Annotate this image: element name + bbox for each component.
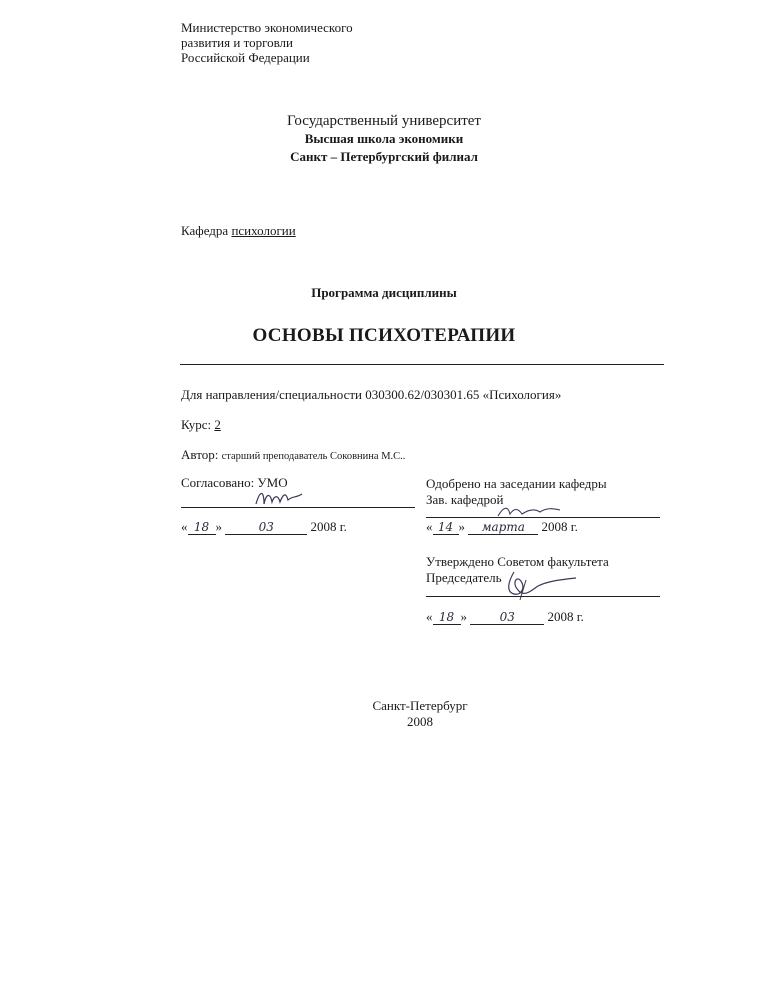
agreed-close-quote: »	[215, 519, 222, 534]
approved-dept-year: 2008 г.	[541, 519, 578, 534]
ministry-line-2: развития и торговли	[181, 35, 294, 50]
agreed-date	[181, 520, 347, 535]
department-prefix: Кафедра	[181, 223, 232, 238]
approved-council-year: 2008 г.	[547, 609, 584, 624]
approved-dept-line-1: Одобрено на заседании кафедры	[426, 476, 607, 491]
footer-city: Санкт-Петербург	[372, 698, 468, 713]
course-title: ОСНОВЫ ПСИХОТЕРАПИИ	[252, 325, 516, 346]
ministry-header	[181, 20, 353, 65]
course-line	[181, 418, 221, 433]
approved-council-date	[426, 610, 584, 625]
approved-council-month: 03	[470, 611, 544, 625]
title-divider	[180, 364, 664, 365]
university-school: Высшая школа экономики	[304, 131, 464, 146]
course-prefix: Курс:	[181, 417, 215, 432]
approved-dept-open-quote: «	[426, 519, 433, 534]
author-line	[181, 448, 405, 463]
chairman-signature-line	[426, 596, 660, 597]
university-branch: Санкт – Петербургский филиал	[290, 149, 478, 164]
approved-council-line-1: Утверждено Советом факультета	[426, 554, 609, 569]
ministry-line-1: Министерство экономического	[181, 20, 353, 35]
approved-dept-month: марта	[468, 521, 538, 535]
agreed-signature-line	[181, 507, 415, 508]
approved-council-day: 18	[433, 611, 461, 625]
department-name: психологии	[231, 223, 296, 238]
approved-dept-date	[426, 520, 578, 535]
agreed-open-quote: «	[181, 519, 188, 534]
ministry-line-3: Российской Федерации	[181, 50, 310, 65]
dept-head-signature-line	[426, 517, 660, 518]
approved-dept-line-2: Зав. кафедрой	[426, 492, 504, 507]
approved-dept-day: 14	[433, 521, 459, 535]
approved-council-line-2: Председатель	[426, 570, 502, 585]
agreed-month: 03	[225, 521, 307, 535]
course-value: 2	[214, 417, 221, 432]
approved-dept-close-quote: »	[458, 519, 465, 534]
program-label: Программа дисциплины	[311, 285, 457, 300]
department-line	[181, 224, 296, 239]
author-value: старший преподаватель Соковнина М.С..	[221, 451, 406, 462]
agreed-year: 2008 г.	[310, 519, 347, 534]
author-prefix: Автор:	[181, 447, 222, 462]
agreed-label: Согласовано: УМО	[181, 475, 288, 490]
direction-line: Для направления/специальности 030300.62/030301.65 «Психология»	[181, 387, 562, 402]
approved-council-open-quote: «	[426, 609, 433, 624]
footer-year: 2008	[407, 714, 433, 729]
agreed-day: 18	[188, 521, 216, 535]
university-name: Государственный университет	[287, 113, 481, 129]
university-header	[0, 112, 768, 166]
approved-council-close-quote: »	[460, 609, 467, 624]
chairman-signature	[500, 568, 580, 604]
footer-block	[0, 698, 768, 730]
